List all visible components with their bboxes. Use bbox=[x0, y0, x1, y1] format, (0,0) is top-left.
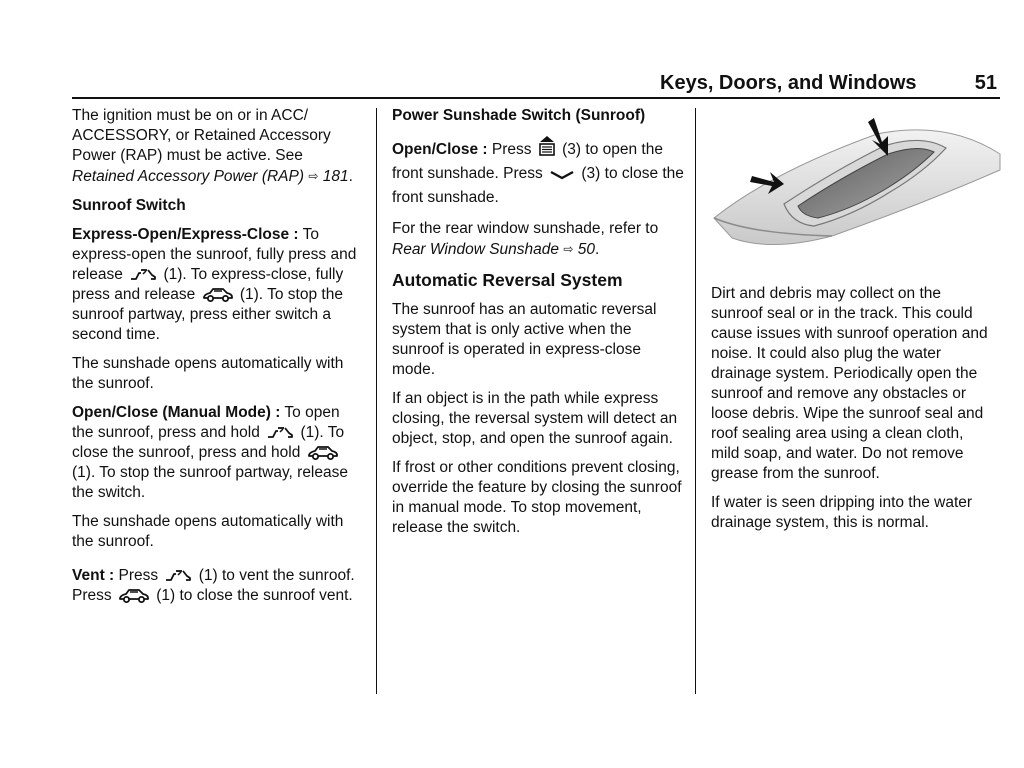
page-header bbox=[660, 72, 1000, 98]
text: (3) to close the front sunshade. bbox=[392, 165, 684, 206]
sunroof-close-icon bbox=[307, 444, 339, 460]
text: The ignition must be on or in ACC/ ACCESSORY, or Retained Accessory Power (RAP) must be active. See bbox=[72, 107, 331, 164]
sunroof-open-icon bbox=[164, 567, 192, 583]
text: (1) to close the sunroof vent. bbox=[151, 587, 353, 604]
express-label: Express-Open/Express-Close : bbox=[72, 226, 299, 243]
water-drainage-paragraph: If water is seen dripping into the water drainage system, this is normal. bbox=[711, 494, 973, 531]
page-ref-arrow-icon: ⇨ bbox=[308, 169, 319, 183]
text: (1). To close the sunroof, press and hold bbox=[72, 424, 345, 461]
sunroof-close-icon bbox=[202, 286, 234, 302]
sunroof-illustration bbox=[712, 112, 1002, 264]
ignition-paragraph bbox=[72, 106, 364, 187]
auto-reversal-paragraph: If an object is in the path while express closing, the reversal system will detect an object, stop, and open the sunroof again. bbox=[392, 390, 678, 447]
text: . bbox=[594, 241, 600, 258]
auto-reversal-paragraph: The sunroof has an automatic reversal system that is only active when the sunroof is operated in express-close mode. bbox=[392, 301, 657, 378]
page-number: 51 bbox=[974, 72, 997, 94]
column-left bbox=[72, 106, 364, 615]
text: (1). To stop the sunroof partway, press either switch a second time. bbox=[72, 286, 343, 343]
text: (1). To stop the sunroof partway, release the switch. bbox=[72, 464, 348, 501]
cross-reference-link[interactable]: Retained Accessory Power (RAP) bbox=[72, 168, 305, 185]
sunshade-openclose-paragraph bbox=[392, 135, 684, 210]
power-sunshade-heading: Power Sunshade Switch (Sunroof) bbox=[392, 107, 646, 124]
sunroof-close-icon bbox=[118, 587, 150, 603]
sunshade-close-icon bbox=[549, 169, 575, 181]
page-ref-arrow-icon: ⇨ bbox=[563, 242, 574, 256]
text: Press bbox=[487, 141, 536, 158]
manual-mode-label: Open/Close (Manual Mode) : bbox=[72, 404, 281, 421]
column-divider bbox=[695, 108, 696, 694]
dirt-debris-paragraph: Dirt and debris may collect on the sunroof seal or in the track. This could cause issues with sunroof operation and noise. It could also plug the water drainage system. Periodically open the sunroof and remove any obstacles or loose debris. Wipe the sunroof seal and roof sealing area using a clean cloth, mild soap, and water. Do not remove grease from the sunroof. bbox=[711, 285, 988, 482]
text: To express-open the sunroof, fully press and release bbox=[72, 226, 357, 283]
express-paragraph bbox=[72, 225, 364, 345]
auto-reversal-heading: Automatic Reversal System bbox=[392, 270, 623, 290]
text: Press bbox=[114, 567, 163, 584]
column-middle bbox=[392, 106, 684, 547]
text: . bbox=[348, 168, 353, 185]
header-rule bbox=[72, 97, 1000, 99]
rear-sunshade-paragraph bbox=[392, 219, 684, 260]
sunroof-open-icon bbox=[129, 266, 157, 282]
vent-label: Vent : bbox=[72, 567, 115, 584]
text: (1) to vent the sunroof. Press bbox=[72, 567, 355, 604]
manual-mode-paragraph bbox=[72, 403, 364, 503]
column-right bbox=[711, 284, 995, 542]
page-ref-number: 50 bbox=[573, 241, 595, 258]
text: (1). To express-close, fully press and release bbox=[72, 266, 344, 303]
openclose-label: Open/Close : bbox=[392, 141, 488, 158]
auto-reversal-paragraph: If frost or other conditions prevent closing, override the feature by closing the sunroof in manual mode. To stop movement, release the switch. bbox=[392, 459, 682, 536]
column-divider bbox=[376, 108, 377, 694]
page-ref-number: 181 bbox=[318, 168, 349, 185]
sunshade-auto-paragraph: The sunshade opens automatically with the sunroof. bbox=[72, 513, 344, 550]
vent-paragraph bbox=[72, 566, 364, 606]
sunshade-auto-paragraph: The sunshade opens automatically with the sunroof. bbox=[72, 355, 344, 392]
text: For the rear window sunshade, refer to bbox=[392, 220, 659, 237]
sunroof-open-icon bbox=[266, 424, 294, 440]
sunroof-switch-heading: Sunroof Switch bbox=[72, 197, 186, 214]
cross-reference-link[interactable]: Rear Window Sunshade bbox=[392, 241, 560, 258]
section-title: Keys, Doors, and Windows bbox=[660, 72, 917, 94]
text: To open the sunroof, press and hold bbox=[72, 404, 340, 441]
sunshade-open-icon bbox=[538, 135, 556, 157]
text: (3) to open the front sunshade. Press bbox=[392, 141, 663, 182]
